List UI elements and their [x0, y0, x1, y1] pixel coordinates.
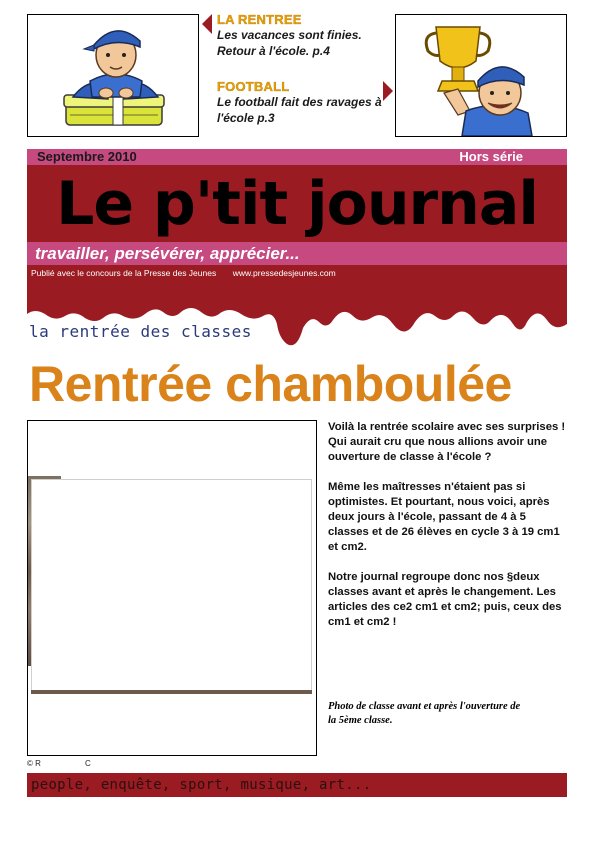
edition-label: Hors série	[459, 149, 523, 164]
teaser-arrow-right	[383, 81, 393, 101]
boy-with-trophy-illustration	[396, 15, 566, 136]
article-headline: Rentrée chamboulée	[29, 356, 512, 412]
teaser-text-football: Le football fait des ravages à l'école p.3	[217, 95, 382, 125]
journal-title: Le p'tit journal	[56, 169, 538, 239]
footer-topics: people, enquête, sport, musique, art...	[31, 777, 372, 793]
class-photo-edge	[31, 690, 312, 694]
teaser-arrow-left	[202, 14, 212, 34]
copyright-left: © R	[27, 759, 41, 768]
section-label: la rentrée des classes	[29, 322, 252, 341]
issue-date: Septembre 2010	[37, 149, 137, 164]
date-bar	[27, 149, 567, 165]
copyright-right: C	[85, 759, 91, 768]
slogan: travailler, persévérer, apprécier...	[35, 244, 300, 263]
teaser-text-rentree: Les vacances sont finies. Retour à l'école. p.4	[217, 28, 362, 58]
publisher-credits: Publié avec le concours de la Presse des Jeunes www.pressedesjeunes.com	[31, 268, 336, 278]
class-photo	[31, 479, 312, 693]
teaser-illustration-left	[27, 14, 199, 137]
teaser-title-rentree: LA RENTREE	[217, 12, 302, 27]
photo-caption: Photo de classe avant et après l'ouverture de la 5ème classe.	[328, 701, 521, 726]
boy-with-books-illustration	[28, 15, 198, 136]
article-paragraph-3: Notre journal regroupe donc nos §deux classes avant et après le changement. Les articles des ce2 cm1 et cm2; puis, ceux des cm1 et cm2 !	[328, 571, 562, 628]
article-paragraph-1: Voilà la rentrée scolaire avec ses surprises ! Qui aurait cru que nous allions avoir une ouverture de classe à l'école ?	[328, 421, 566, 463]
teaser-illustration-right	[395, 14, 567, 137]
article-paragraph-2: Même les maîtresses n'étaient pas si optimistes. Et pourtant, nous voici, après deux jours à l'école, passant de 4 à 5 classes et de 26 élèves en cycle 3 à 19 cm1 et cm2.	[328, 481, 560, 553]
teaser-title-football: FOOTBALL	[217, 79, 290, 94]
